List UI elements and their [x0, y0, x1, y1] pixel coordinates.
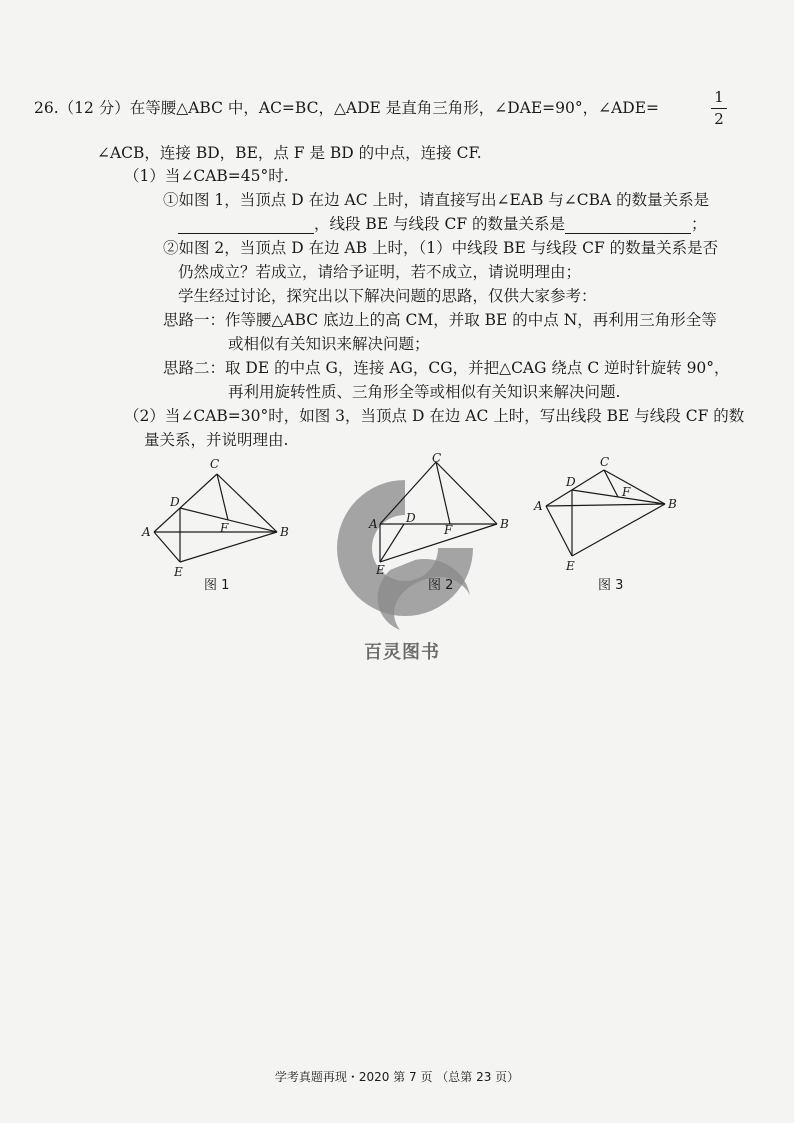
fig3-label-F: F: [622, 485, 631, 499]
q1-line-2-mid: ，线段 BE 与线段 CF 的数量关系是: [314, 215, 566, 233]
fig1-segment-AC: [154, 474, 217, 532]
fig2-label-B: B: [500, 517, 509, 531]
fig1-label-A: A: [142, 525, 151, 539]
fig1-segment-EB: [180, 532, 277, 562]
fig2-segment-ED: [380, 524, 404, 562]
figure-3: [532, 452, 692, 582]
answer-blank-1[interactable]: [178, 217, 314, 234]
fraction-denominator: 2: [714, 110, 724, 128]
fig2-label-D: D: [406, 511, 416, 525]
fig1-segment-CF: [217, 474, 228, 520]
fig1-segment-DB: [180, 508, 277, 532]
fig3-label-C: C: [600, 455, 610, 469]
fig3-label-A: A: [534, 499, 543, 513]
fig3-label-D: D: [566, 475, 576, 489]
figure-2: [364, 452, 524, 582]
fraction-numerator: 1: [714, 88, 724, 106]
fig1-label-B: B: [280, 525, 289, 539]
fig1-segment-AE: [154, 532, 180, 562]
fig2-label-F: F: [444, 523, 453, 537]
fraction-bar: [711, 108, 727, 109]
q2-line-1: ②如图 2，当顶点 D 在边 AB 上时，（1）中线段 BE 与线段 CF 的数量关系是否: [163, 239, 719, 257]
fig2-segment-CF: [436, 462, 450, 524]
watermark-text: 百灵图书: [364, 642, 440, 663]
fig3-segment-AB: [546, 504, 665, 506]
fig2-label-E: E: [376, 563, 385, 577]
fig2-label-C: C: [432, 452, 442, 465]
discussion-line: 学生经过讨论，探究出以下解决问题的思路，仅供大家参考：: [178, 287, 597, 305]
fig1-label-E: E: [174, 565, 183, 579]
idea1-line-2: 或相似有关知识来解决问题；: [228, 335, 430, 353]
fig3-segment-AE: [546, 506, 572, 556]
q1-line-2: [178, 214, 707, 234]
fig1-label-D: D: [170, 495, 180, 509]
q1-line-1: ①如图 1，当顶点 D 在边 AC 上时，请直接写出∠EAB 与∠CBA 的数量关系是: [163, 191, 710, 209]
fig3-caption: 图 3: [598, 578, 624, 593]
q1-line-2-end: ；: [691, 215, 707, 233]
part1-header: （1）当∠CAB=45°时.: [124, 167, 289, 185]
fig2-segment-CB: [436, 462, 497, 524]
answer-blank-2[interactable]: [565, 217, 691, 234]
fig3-segment-DB: [572, 490, 665, 504]
fig1-label-C: C: [210, 457, 220, 471]
fig1-label-F: F: [220, 521, 229, 535]
idea2-line-1: 思路二：取 DE 的中点 G，连接 AG，CG，并把△CAG 绕点 C 逆时针旋转 90°，: [163, 359, 730, 377]
fig2-caption: 图 2: [428, 578, 454, 593]
q2-line-2: 仍然成立？若成立，请给予证明，若不成立，请说明理由；: [178, 263, 582, 281]
idea2-line-2: 再利用旋转性质、三角形全等或相似有关知识来解决问题.: [228, 383, 621, 401]
page-footer: 学考真题再现・2020 第 7 页 （总第 23 页）: [274, 1070, 520, 1084]
fig3-label-E: E: [566, 559, 575, 573]
fig2-label-A: A: [369, 517, 378, 531]
figure-1: [140, 452, 300, 582]
problem-line-2: ∠ACB，连接 BD，BE，点 F 是 BD 的中点，连接 CF.: [97, 144, 482, 162]
fig3-label-B: B: [668, 497, 677, 511]
part2-line-2: 量关系，并说明理由.: [144, 431, 289, 449]
fig3-segment-EB: [572, 504, 665, 556]
idea1-line-1: 思路一：作等腰△ABC 底边上的高 CM，并取 BE 的中点 N，再利用三角形全等: [163, 311, 717, 329]
fig2-segment-EB: [380, 524, 497, 562]
part2-line-1: （2）当∠CAB=30°时，如图 3，当顶点 D 在边 AC 上时，写出线段 BE 与线段 CF 的数: [124, 407, 745, 425]
fig1-caption: 图 1: [204, 578, 230, 593]
problem-line-1: 26.（12 分）在等腰△ABC 中，AC=BC，△ADE 是直角三角形，∠DAE=90°，∠ADE=: [34, 99, 660, 117]
